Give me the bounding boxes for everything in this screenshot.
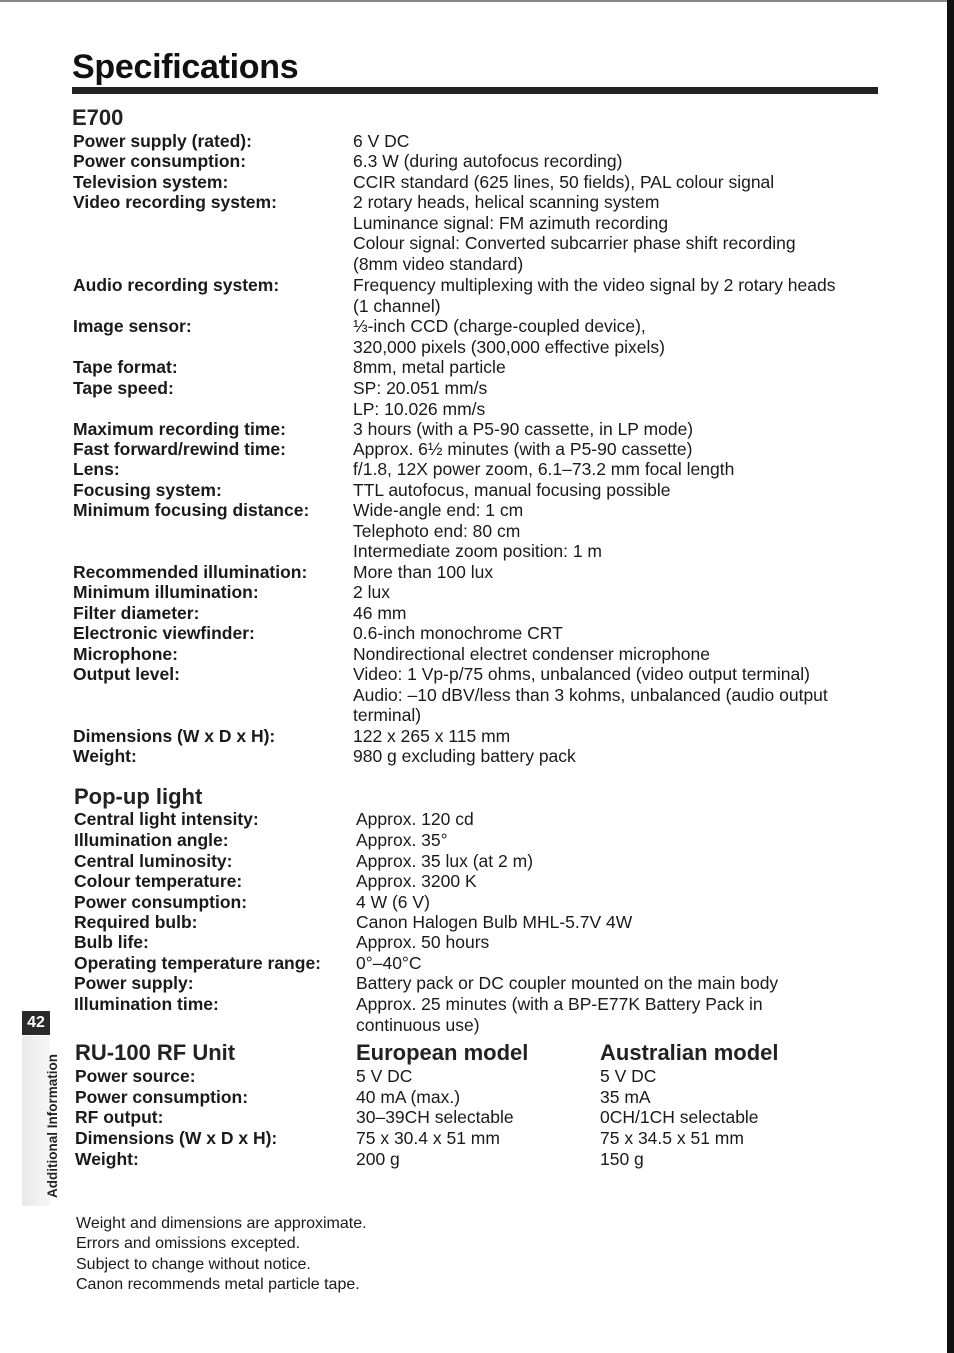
spec-label: Video recording system:: [73, 192, 277, 212]
e700-spec-row: [0, 603, 954, 624]
european-value: 40 mA (max.): [356, 1087, 461, 1107]
spec-value: ⅓-inch CCD (charge-coupled device),: [353, 316, 646, 336]
spec-label: Tape format:: [73, 357, 178, 377]
spec-value: Approx. 50 hours: [356, 932, 490, 952]
australian-value: 150 g: [600, 1149, 644, 1169]
spec-label: Bulb life:: [74, 932, 149, 952]
spec-value: f/1.8, 12X power zoom, 6.1–73.2 mm focal length: [353, 459, 735, 479]
spec-label: Dimensions (W x D x H):: [73, 726, 276, 746]
spec-label: Colour temperature:: [74, 871, 243, 891]
spec-value: 6.3 W (during autofocus recording): [353, 151, 623, 171]
spec-label: Power supply:: [74, 973, 194, 993]
spec-label: Minimum illumination:: [73, 582, 259, 602]
spec-label: RF output:: [75, 1107, 164, 1127]
popup-spec-row: [0, 932, 954, 953]
spec-label: Required bulb:: [74, 912, 198, 932]
spec-label: Dimensions (W x D x H):: [75, 1128, 278, 1148]
spec-value: More than 100 lux: [353, 562, 494, 582]
section-heading-popup-light: Pop-up light: [74, 784, 203, 809]
spec-value: Approx. 3200 K: [356, 871, 477, 891]
spec-label: Weight:: [75, 1149, 139, 1169]
e700-spec-row: [0, 459, 954, 480]
e700-spec-row: [0, 357, 954, 378]
spec-value: Intermediate zoom position: 1 m: [353, 541, 603, 561]
spec-value: terminal): [353, 705, 422, 725]
european-model-heading: European model: [356, 1040, 529, 1065]
spec-value: Video: 1 Vp-p/75 ohms, unbalanced (video output terminal): [353, 664, 810, 684]
spec-value: LP: 10.026 mm/s: [353, 398, 486, 419]
australian-model-heading: Australian model: [600, 1040, 779, 1065]
popup-spec-row: [0, 830, 954, 851]
spec-value: 0.6-inch monochrome CRT: [353, 623, 563, 643]
footnote: Weight and dimensions are approximate.: [76, 1215, 367, 1232]
spec-label: Minimum focusing distance:: [73, 500, 310, 520]
spec-value: Approx. 35°: [356, 830, 448, 850]
spec-label: Output level:: [73, 664, 180, 684]
e700-spec-row: [0, 480, 954, 501]
e700-spec-row: [0, 439, 954, 460]
spec-value: 320,000 pixels (300,000 effective pixels): [353, 336, 665, 357]
spec-value: Colour signal: Converted subcarrier phase shift recording: [353, 233, 796, 253]
spec-label: Recommended illumination:: [73, 562, 308, 582]
spec-label: Fast forward/rewind time:: [73, 439, 286, 459]
footnote: Subject to change without notice.: [76, 1255, 311, 1273]
spec-label: Microphone:: [73, 644, 178, 664]
spec-value: Wide-angle end: 1 cm: [353, 500, 524, 520]
rf-spec-row: [0, 1066, 954, 1087]
page-title: Specifications: [72, 48, 299, 86]
spec-value: 980 g excluding battery pack: [353, 746, 576, 766]
e700-spec-row: [0, 151, 954, 172]
european-value: 75 x 30.4 x 51 mm: [356, 1128, 500, 1148]
spec-label: Weight:: [73, 746, 137, 766]
spec-value: Canon Halogen Bulb MHL-5.7V 4W: [356, 912, 633, 932]
spec-label: Tape speed:: [73, 378, 174, 398]
spec-label: Lens:: [73, 459, 120, 479]
spec-value: SP: 20.051 mm/s: [353, 378, 488, 398]
european-value: 30–39CH selectable: [356, 1107, 514, 1127]
australian-value: 5 V DC: [600, 1066, 657, 1086]
spec-value: Approx. 25 minutes (with a BP-E77K Battery Pack in: [356, 994, 763, 1014]
section-heading-e700: E700: [72, 105, 124, 130]
spec-label: Central luminosity:: [74, 851, 233, 871]
european-value: 5 V DC: [356, 1066, 413, 1086]
spec-label: Filter diameter:: [73, 603, 200, 623]
spec-value: continuous use): [356, 1014, 480, 1035]
spec-label: Focusing system:: [73, 480, 222, 500]
spec-value: 8mm, metal particle: [353, 357, 506, 377]
spec-value: 0°–40°C: [356, 953, 422, 973]
spec-value: 2 lux: [353, 582, 390, 602]
spec-value: (8mm video standard): [353, 253, 524, 274]
spec-label: Power consumption:: [75, 1087, 249, 1107]
spec-label: Maximum recording time:: [73, 419, 286, 439]
spec-label: Television system:: [73, 172, 229, 192]
spec-value: TTL autofocus, manual focusing possible: [353, 480, 671, 500]
spec-label: Illumination time:: [74, 994, 219, 1014]
spec-value: Luminance signal: FM azimuth recording: [353, 212, 669, 233]
spec-value: 46 mm: [353, 603, 407, 623]
rf-spec-row: [0, 1087, 954, 1108]
spec-label: Illumination angle:: [74, 830, 229, 850]
spec-value: Approx. 35 lux (at 2 m): [356, 851, 534, 871]
popup-spec-row: [0, 973, 954, 994]
rf-spec-row: [0, 1128, 954, 1149]
e700-spec-row: [0, 500, 954, 561]
rf-spec-row: [0, 1149, 954, 1170]
australian-value: 35 mA: [600, 1087, 651, 1107]
spec-value: 2 rotary heads, helical scanning system: [353, 192, 660, 212]
spec-value: (1 channel): [353, 295, 441, 316]
e700-spec-row: [0, 378, 954, 419]
european-value: 200 g: [356, 1149, 400, 1169]
australian-value: 0CH/1CH selectable: [600, 1107, 759, 1127]
spec-label: Power consumption:: [74, 892, 248, 912]
e700-spec-row: [0, 316, 954, 357]
spec-label: Power source:: [75, 1066, 196, 1086]
e700-spec-row: [0, 726, 954, 747]
e700-spec-row: [0, 192, 954, 274]
spec-value: Approx. 6½ minutes (with a P5-90 cassette): [353, 439, 693, 459]
spec-label: Central light intensity:: [74, 809, 259, 829]
e700-spec-row: [0, 746, 954, 767]
popup-spec-row: [0, 892, 954, 913]
spec-value: 122 x 265 x 115 mm: [353, 726, 511, 746]
spec-value: Nondirectional electret condenser microphone: [353, 644, 711, 664]
spec-value: 4 W (6 V): [356, 892, 430, 912]
spec-label: Power supply (rated):: [73, 131, 252, 151]
e700-spec-row: [0, 582, 954, 603]
e700-spec-row: [0, 562, 954, 583]
footnote: Canon recommends metal particle tape.: [76, 1275, 360, 1293]
e700-spec-row: [0, 275, 954, 316]
title-rule: [72, 87, 878, 94]
spec-value: CCIR standard (625 lines, 50 fields), PAL colour signal: [353, 172, 775, 192]
page-number: 42: [22, 1011, 50, 1035]
spec-label: Power consumption:: [73, 151, 247, 171]
spec-value: Telephoto end: 80 cm: [353, 520, 521, 541]
spec-value: 6 V DC: [353, 131, 410, 151]
e700-spec-row: [0, 623, 954, 644]
popup-spec-row: [0, 851, 954, 872]
footnotes: [76, 1214, 367, 1295]
section-heading-rf-unit: RU-100 RF Unit: [75, 1040, 236, 1065]
e700-spec-row: [0, 172, 954, 193]
spec-label: Image sensor:: [73, 316, 192, 336]
spec-value: Audio: –10 dBV/less than 3 kohms, unbalanced (audio output: [353, 684, 828, 705]
popup-spec-row: [0, 912, 954, 933]
e700-spec-row: [0, 664, 954, 725]
e700-spec-row: [0, 644, 954, 665]
section-side-label: Additional Information: [45, 1054, 60, 1198]
popup-spec-row: [0, 871, 954, 892]
australian-value: 75 x 34.5 x 51 mm: [600, 1128, 744, 1148]
spec-value: Battery pack or DC coupler mounted on the main body: [356, 973, 779, 993]
spec-label: Audio recording system:: [73, 275, 280, 295]
spec-value: 3 hours (with a P5-90 cassette, in LP mode): [353, 419, 694, 439]
footnote: Errors and omissions excepted.: [76, 1235, 301, 1253]
spec-value: Frequency multiplexing with the video signal by 2 rotary heads: [353, 275, 836, 295]
popup-spec-row: [0, 809, 954, 830]
spec-value: Approx. 120 cd: [356, 809, 474, 829]
e700-spec-row: [0, 131, 954, 152]
rf-spec-row: [0, 1107, 954, 1128]
popup-spec-row: [0, 953, 954, 974]
e700-spec-row: [0, 419, 954, 440]
spec-label: Operating temperature range:: [74, 953, 321, 973]
spec-label: Electronic viewfinder:: [73, 623, 255, 643]
page-top-edge: [0, 0, 954, 2]
